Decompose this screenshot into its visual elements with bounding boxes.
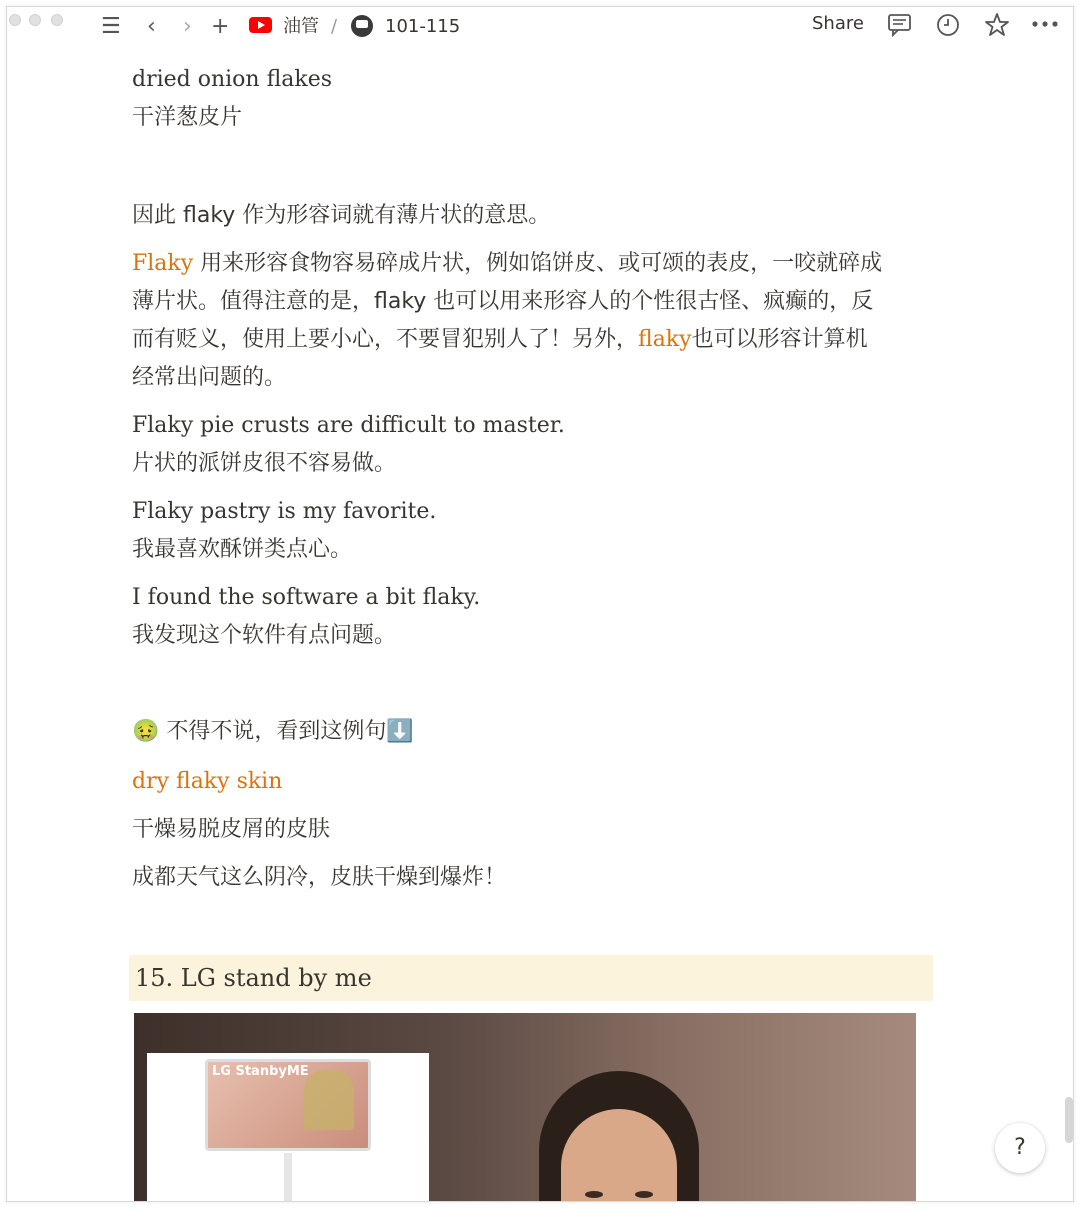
example-1-english: Flaky pie crusts are difficult to master.: [132, 413, 565, 438]
usage-text: 也可以形容计算机: [691, 327, 868, 352]
train-icon: [351, 15, 373, 37]
more-options-icon[interactable]: [1031, 19, 1059, 29]
youtube-icon: [249, 17, 272, 33]
presenter-face: [561, 1109, 677, 1202]
back-arrow-icon[interactable]: ‹: [147, 14, 156, 39]
highlight-word: flaky: [638, 327, 692, 352]
presenter-eye: [585, 1191, 603, 1198]
window-zoom-button[interactable]: [51, 14, 63, 26]
screen-decoration: [304, 1070, 354, 1130]
section-heading: [129, 955, 933, 1001]
section-heading-text: 15. LG stand by me: [135, 964, 372, 992]
breadcrumb-workspace[interactable]: 油管: [283, 16, 319, 37]
breadcrumb-page[interactable]: 101-115: [385, 16, 461, 37]
example-1-chinese: 片状的派饼皮很不容易做。: [132, 451, 397, 476]
presenter-eye: [635, 1191, 653, 1198]
paragraph-usage-line-3: [132, 321, 868, 359]
example-2-english: Flaky pastry is my favorite.: [132, 499, 437, 524]
video-embed[interactable]: [134, 1013, 916, 1202]
note-text: 不得不说，看到这例句: [166, 719, 387, 744]
help-button[interactable]: ?: [995, 1123, 1045, 1173]
share-button[interactable]: Share: [812, 13, 864, 34]
note-line: [132, 713, 414, 751]
usage-text: 用来形容食物容易碎成片状，例如馅饼皮、或可颂的表皮，一咬就碎成: [193, 251, 883, 276]
presenter-figure: [539, 1071, 699, 1202]
new-page-plus-icon[interactable]: +: [211, 14, 230, 39]
window-close-button[interactable]: [9, 14, 21, 26]
breadcrumb-separator: /: [331, 16, 338, 37]
chinese-term: 干洋葱皮片: [132, 105, 243, 130]
product-image-panel: [147, 1053, 429, 1202]
top-bar: [7, 7, 1073, 51]
comment-text: 成都天气这么阴冷，皮肤干燥到爆炸！: [132, 865, 507, 890]
phrase-chinese: 干燥易脱皮屑的皮肤: [132, 817, 331, 842]
history-clock-icon[interactable]: [936, 13, 960, 37]
comment-icon[interactable]: [887, 13, 913, 37]
tv-screen: [205, 1059, 371, 1151]
app-window: [6, 6, 1074, 1202]
tv-stand: [284, 1153, 292, 1202]
sidebar-menu-icon[interactable]: ☰: [101, 14, 121, 39]
english-term: dried onion flakes: [132, 67, 333, 92]
paragraph-usage-line-4: 经常出问题的。: [132, 365, 287, 390]
nauseated-face-emoji-icon: 🤢: [132, 719, 160, 744]
usage-text: 而有贬义，使用上要小心，不要冒犯别人了！另外，: [132, 327, 639, 352]
example-3-chinese: 我发现这个软件有点问题。: [132, 623, 397, 648]
window-minimize-button[interactable]: [29, 14, 41, 26]
example-2-chinese: 我最喜欢酥饼类点心。: [132, 537, 353, 562]
paragraph-definition: 因此 flaky 作为形容词就有薄片状的意思。: [132, 203, 551, 228]
down-arrow-emoji-icon: ⬇️: [386, 719, 414, 744]
paragraph-usage-line-2: 薄片状。值得注意的是，flaky 也可以用来形容人的个性很古怪、疯癫的，反: [132, 289, 874, 314]
highlight-word: Flaky: [132, 251, 194, 276]
phrase-english: dry flaky skin: [132, 769, 283, 794]
paragraph-usage-line-1: [132, 245, 882, 283]
forward-arrow-icon[interactable]: ›: [183, 14, 192, 39]
tv-brand-label: LG StanbyME: [212, 1064, 309, 1079]
scrollbar-thumb[interactable]: [1065, 1097, 1073, 1143]
favorite-star-icon[interactable]: [984, 12, 1010, 38]
example-3-english: I found the software a bit flaky.: [132, 585, 481, 610]
